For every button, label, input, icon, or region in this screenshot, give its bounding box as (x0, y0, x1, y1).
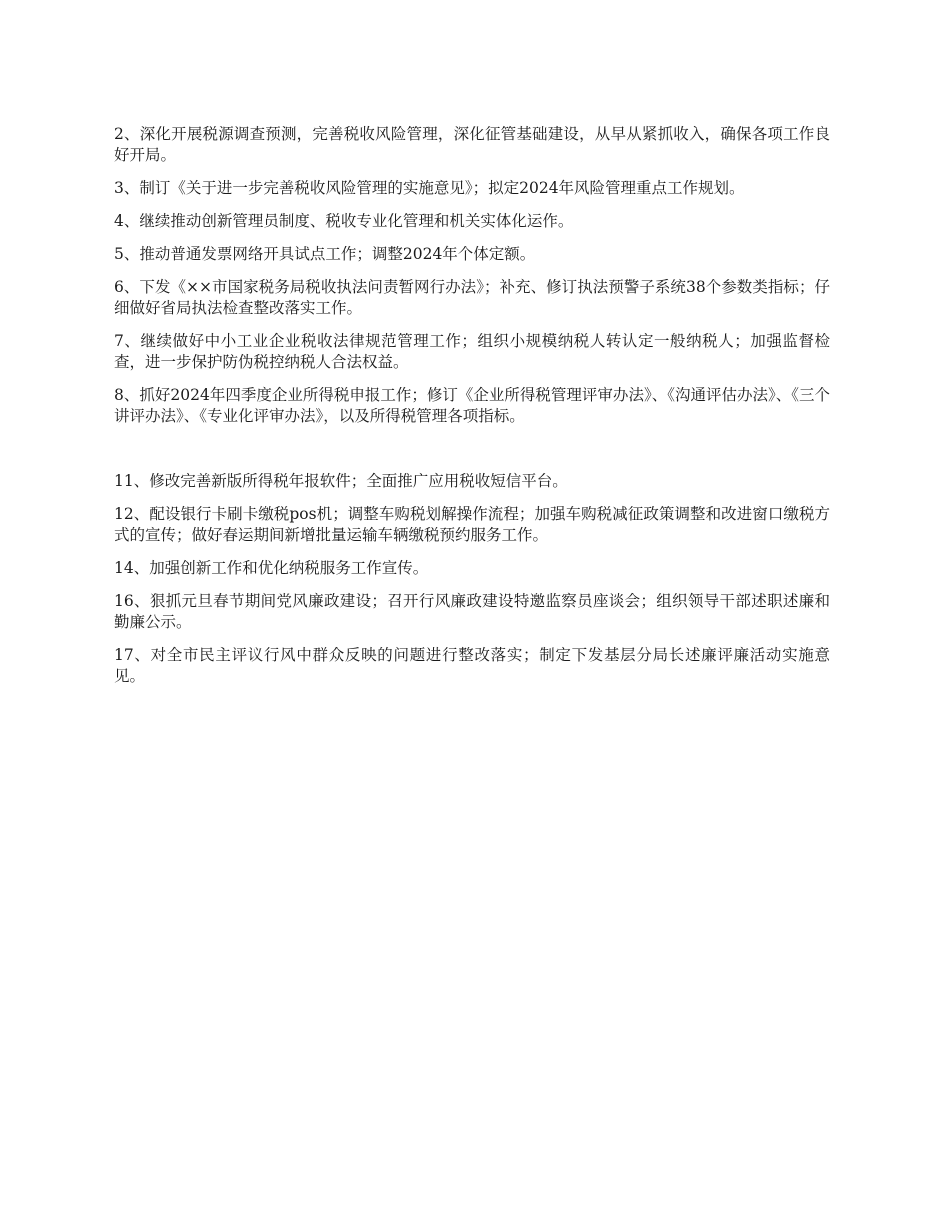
paragraph-item-12: 12、配设银行卡刷卡缴税pos机；调整车购税划解操作流程；加强车购税减征政策调整和改进窗口缴税方式的宣传；做好春运期间新增批量运输车辆缴税预约服务工作。 (114, 505, 830, 544)
paragraph-item-7: 7、继续做好中小工业企业税收法律规范管理工作；组织小规模纳税人转认定一般纳税人；加强监督检查，进一步保护防伪税控纳税人合法权益。 (114, 332, 830, 371)
paragraph-item-8: 8、抓好2024年四季度企业所得税申报工作；修订《企业所得税管理评审办法》、《沟通评估办法》、《三个讲评办法》、《专业化评审办法》，以及所得税管理各项指标。 (114, 386, 830, 425)
paragraph-item-3: 3、制订《关于进一步完善税收风险管理的实施意见》；拟定2024年风险管理重点工作规划。 (114, 179, 745, 197)
paragraph-item-4: 4、继续推动创新管理员制度、税收专业化管理和机关实体化运作。 (114, 212, 574, 230)
paragraph-item-17: 17、对全市民主评议行风中群众反映的问题进行整改落实；制定下发基层分局长述廉评廉活动实施意见。 (114, 646, 830, 685)
section-gap (114, 439, 830, 471)
paragraph-item-6: 6、下发《××市国家税务局税收执法问责暂网行办法》；补充、修订执法预警子系统38个参数类指标；仔细做好省局执法检查整改落实工作。 (114, 278, 830, 317)
paragraph-item-11: 11、修改完善新版所得税年报软件；全面推广应用税收短信平台。 (114, 472, 568, 490)
paragraph-item-5: 5、推动普通发票网络开具试点工作；调整2024年个体定额。 (114, 245, 536, 263)
paragraph-item-16: 16、狠抓元旦春节期间党风廉政建设；召开行风廉政建设特邀监察员座谈会；组织领导干部述职述廉和勤廉公示。 (114, 592, 830, 631)
paragraph-item-14: 14、加强创新工作和优化纳税服务工作宣传。 (114, 559, 429, 577)
paragraph-item-2: 2、深化开展税源调查预测，完善税收风险管理，深化征管基础建设，从早从紧抓收入，确保各项工作良好开局。 (114, 125, 830, 164)
document-body (114, 124, 830, 699)
